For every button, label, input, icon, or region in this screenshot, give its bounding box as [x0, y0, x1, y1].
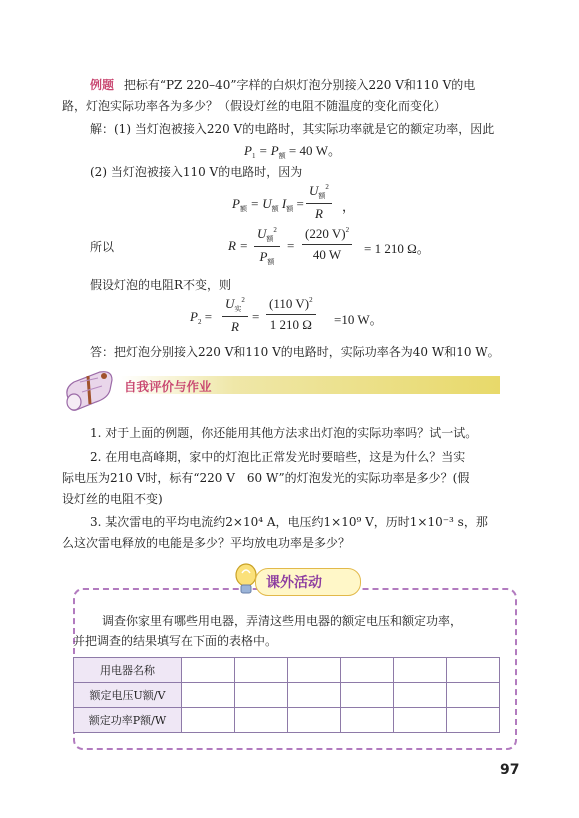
- question-3-line-1: 3. 某次雷电的平均电流约2×10⁴ A，电压约1×10⁹ V，历时1×10⁻³ s，那: [90, 515, 488, 529]
- example-text-1: 把标有“PZ 220–40”字样的白炽灯泡分别接入220 V和110 V的电: [123, 78, 476, 92]
- table-cell[interactable]: [447, 708, 500, 733]
- survey-table: [73, 657, 500, 733]
- table-header-cell: 用电器名称: [74, 658, 182, 683]
- table-cell[interactable]: [447, 683, 500, 708]
- table-cell[interactable]: [341, 708, 394, 733]
- activity-text-2: 并把调查的结果填写在下面的表格中。: [73, 634, 278, 648]
- table-cell[interactable]: [182, 658, 235, 683]
- equation-2-fraction: $U_额^2$ R: [306, 183, 332, 222]
- assume-line: 假设灯泡的电阻R不变，则: [90, 278, 232, 292]
- equation-3-eq: =: [287, 238, 295, 253]
- example-line-1: [90, 76, 475, 93]
- table-cell[interactable]: [288, 683, 341, 708]
- table-cell[interactable]: [235, 683, 288, 708]
- activity-title: 课外活动: [266, 575, 322, 591]
- answer-line: 答：把灯泡分别接入220 V和110 V的电路时，实际功率各为40 W和10 W。: [90, 345, 500, 359]
- table-cell[interactable]: [288, 708, 341, 733]
- page-number: 97: [500, 762, 520, 778]
- table-cell[interactable]: [235, 708, 288, 733]
- equation-4-result: =10 W。: [334, 312, 383, 327]
- equation-4-lhs: $P_2$ =: [190, 309, 213, 326]
- table-header-cell: 额定电压U额/V: [74, 683, 182, 708]
- table-row: [74, 683, 500, 708]
- equation-3-fraction-2: $\frac{(220 V)^2}{40 W}$: [302, 226, 352, 263]
- table-cell[interactable]: [235, 658, 288, 683]
- table-row: [74, 708, 500, 733]
- question-2-line-2: 际电压为210 V时，标有“220 V 60 W”的灯泡发光的实际功率是多少？(假: [62, 471, 470, 485]
- table-cell[interactable]: [288, 658, 341, 683]
- equation-3-r: R =: [228, 238, 248, 253]
- question-2-line-3: 设灯丝的电阻不变): [62, 492, 163, 506]
- example-tag: 例题: [90, 78, 115, 92]
- table-cell[interactable]: [341, 658, 394, 683]
- question-2-line-1: 2. 在用电高峰期，家中的灯泡比正常发光时要暗些，这是为什么？当实: [90, 450, 466, 464]
- scroll-icon: [60, 368, 120, 414]
- example-line-2: 路，灯泡实际功率各为多少？（假设灯丝的电阻不随温度的变化而变化）: [62, 99, 447, 113]
- equation-4-fraction-1: $U_实^2$ R: [222, 296, 248, 335]
- table-cell[interactable]: [394, 683, 447, 708]
- section-title: 自我评价与作业: [124, 379, 212, 394]
- equation-4-eq: =: [252, 309, 260, 324]
- table-header-cell: 额定功率P额/W: [74, 708, 182, 733]
- so-label: 所以: [90, 240, 115, 254]
- table-cell[interactable]: [182, 683, 235, 708]
- equation-2-lhs: $P_额 = U_额$ $I_额$ =: [232, 196, 304, 213]
- activity-text-1: 调查你家里有哪些用电器，弄清这些用电器的额定电压和额定功率，: [102, 614, 463, 628]
- question-3-line-2: 么这次雷电释放的电能是多少？平均放电功率是多少？: [62, 536, 351, 550]
- table-cell[interactable]: [182, 708, 235, 733]
- table-row: [74, 658, 500, 683]
- table-cell[interactable]: [447, 658, 500, 683]
- equation-1: $P_1 = P_额 = 40$ W。: [244, 143, 342, 160]
- question-1: 1. 对于上面的例题，你还能用其他方法求出灯泡的实际功率吗？试一试。: [90, 426, 478, 440]
- solution-line-1: 解：(1) 当灯泡被接入220 V的电路时，其实际功率就是它的额定功率，因此: [90, 122, 495, 136]
- table-cell[interactable]: [394, 708, 447, 733]
- equation-3-fraction-1: $U_额^2$ $P_额$: [254, 226, 280, 267]
- table-cell[interactable]: [394, 658, 447, 683]
- equation-4-fraction-2: $\frac{(110 V)^2}{1 210 \Omega}$: [266, 296, 316, 333]
- equation-3-result: = 1 210 Ω。: [364, 241, 430, 256]
- table-cell[interactable]: [341, 683, 394, 708]
- solution-line-2: (2) 当灯泡被接入110 V的电路时，因为: [90, 165, 303, 179]
- equation-2-tail: ，: [342, 199, 356, 214]
